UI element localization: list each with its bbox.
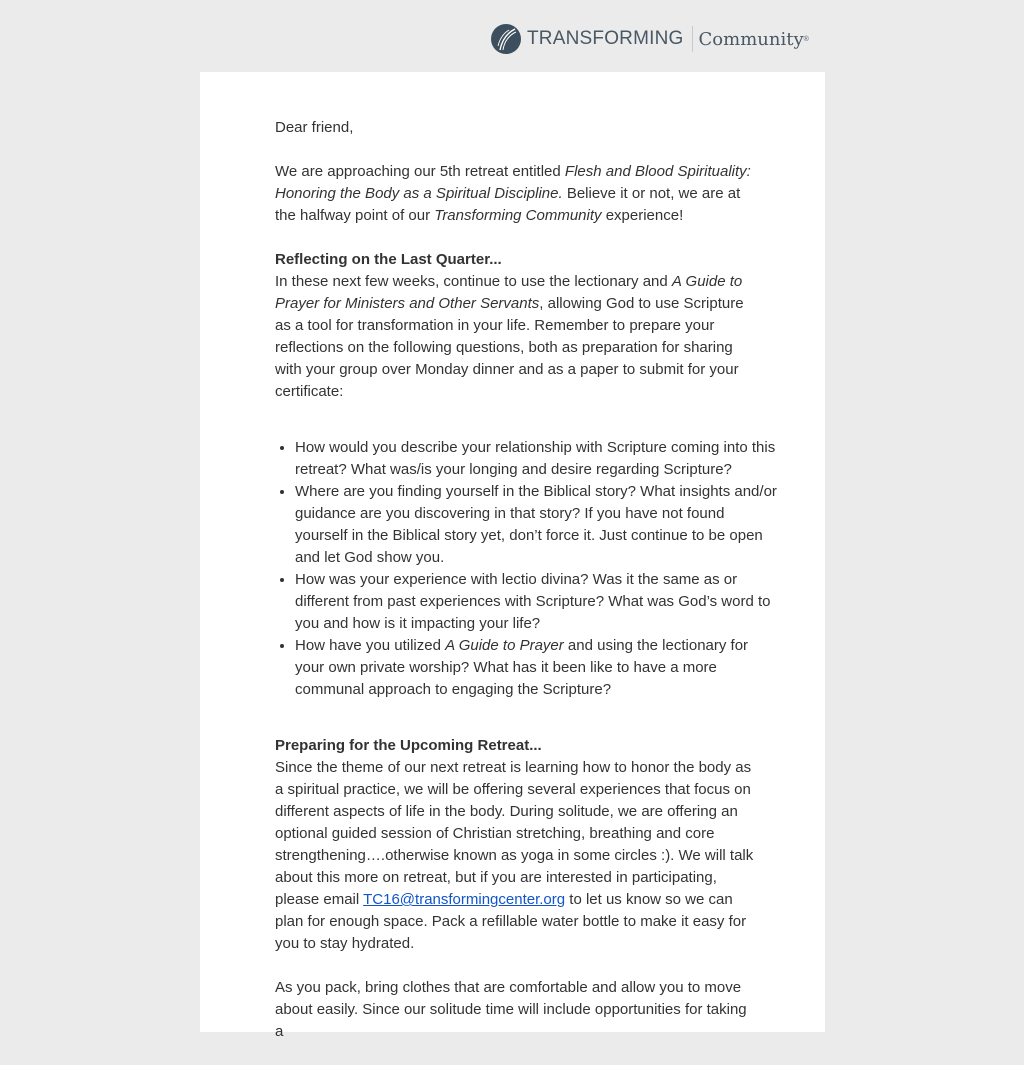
prepare-paragraph [275,757,755,955]
letter-content [275,117,777,1065]
question-item [295,481,777,569]
prepare-heading [275,735,755,757]
text-segment: Believe it or not, we are at the halfway point of our [275,185,741,224]
intro-paragraph [275,161,755,227]
italic-title-text: Flesh and Blood Spirituality: Honoring the Body as a Spiritual Discipline. [275,163,751,202]
text-segment: Since the theme of our next retreat is learning how to honor the body as a spiritual practice, we will be offering several experiences that focus on different aspects of life in the body. During solitude, we are offering an optional guided session of Christian stretching, breathing and core strengthening….otherwise known as yoga in some circles :). We will talk about this more on retreat, but if you are interested in participating, please email [275,759,754,908]
italic-title-text: Transforming Community [434,207,602,224]
text-segment: We are approaching our 5th retreat entitled [275,163,565,180]
text-segment: As you pack, bring clothes that are comfortable and allow you to move about easily. Since our solitude time will include opportunities for taking a [275,979,747,1040]
reflect-heading-text: Reflecting on the Last Quarter... [275,251,502,268]
logo-word-transforming: TRANSFORMING [527,28,684,49]
logo-leaf-icon [491,24,521,54]
text-segment: experience! [601,207,684,224]
logo-registered-mark: ® [803,35,809,43]
italic-title-text: A Guide to Prayer [445,637,564,654]
text-segment: Dear friend, [275,119,354,136]
text-segment: Where are you finding yourself in the Biblical story? What insights and/or guidance are you discovering in that story? If you have not found yourself in the Biblical story yet, don’t force it. Just continue to be open and let God show you. [295,483,777,566]
transforming-community-logo [491,24,809,54]
logo-divider [692,26,693,52]
email-header [0,0,1024,72]
question-item [295,635,777,701]
text-segment: In these next few weeks, continue to use the lectionary and [275,273,672,290]
reflect-heading [275,249,755,271]
pack-paragraph [275,977,755,1043]
text-segment: and using the lectionary for your own private worship? What has it been like to have a more communal approach to engaging the Scripture? [295,637,749,698]
question-item [295,569,777,635]
email-link[interactable]: TC16@transformingcenter.org [363,891,566,908]
text-segment: to let us know so we can plan for enough space. Pack a refillable water bottle to make it easy for you to stay hydrated. [275,891,747,952]
greeting [275,117,755,139]
reflect-paragraph [275,271,755,403]
text-segment: How was your experience with lectio divina? Was it the same as or different from past experiences with Scripture? What was God’s word to you and how is it impacting your life? [295,571,771,632]
text-segment: How have you utilized [295,637,446,654]
email-body-card [200,72,825,1040]
text-segment: How would you describe your relationship with Scripture coming into this retreat? What was/is your longing and desire regarding Scripture? [295,439,776,478]
logo-word-community: Community [698,28,804,50]
text-segment: , allowing God to use Scripture as a tool for transformation in your life. Remember to prepare your reflections on the following questions, both as preparation for sharing with your group over Monday dinner and as a paper to submit for your certificate: [275,295,744,400]
question-item [295,437,777,481]
italic-title-text: A Guide to Prayer for Ministers and Other Servants [275,273,743,312]
prepare-heading-text: Preparing for the Upcoming Retreat... [275,737,542,754]
questions-list [275,437,777,701]
